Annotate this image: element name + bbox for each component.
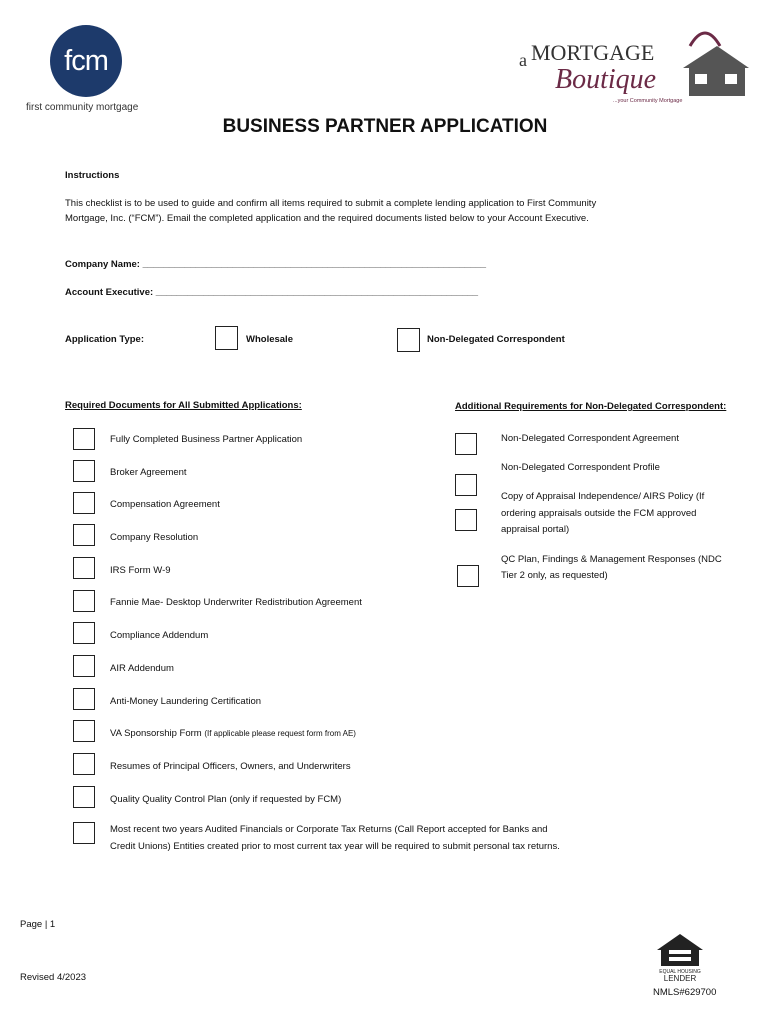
required-doc-checkbox[interactable] [73,492,95,514]
additional-req-label: Non-Delegated Correspondent Agreement [501,433,679,444]
nmls-number: NMLS#629700 [653,987,717,998]
required-doc-checkbox[interactable] [73,822,95,844]
required-doc-checkbox[interactable] [73,460,95,482]
required-doc-label: Fully Completed Business Partner Application [110,434,303,445]
revised-date: Revised 4/2023 [20,972,87,983]
non-delegated-correspondent-checkbox[interactable] [397,328,420,352]
additional-req-checkbox[interactable] [455,474,477,496]
required-doc-label: Broker Agreement [110,467,187,478]
fcm-logo [50,25,122,97]
required-doc-checkbox[interactable] [73,524,95,546]
required-doc-label: AIR Addendum [110,663,174,674]
additional-req-label: Copy of Appraisal Independence/ AIRS Policy (If [501,491,705,502]
required-doc-label: Quality Quality Control Plan (only if requested by FCM) [110,794,342,805]
partner-logo-mortgage: MORTGAGE [531,40,655,65]
additional-req-label: Non-Delegated Correspondent Profile [501,462,660,473]
mortgage-boutique-logo [515,18,750,110]
fcm-logo-text: fcm [64,44,108,77]
required-doc-label: Compliance Addendum [110,630,209,641]
eho-line-1: EQUAL HOUSING [659,969,701,975]
required-doc-label [110,725,356,742]
additional-reqs-heading: Additional Requirements for Non-Delegated Correspondent: [455,401,727,412]
required-doc-checkbox[interactable] [73,786,95,808]
additional-req-label: QC Plan, Findings & Management Responses (NDC [501,554,722,565]
required-doc-checkbox[interactable] [73,557,95,579]
additional-req-label-cont: appraisal portal) [501,524,570,535]
required-doc-label: IRS Form W-9 [110,565,171,576]
eho-line-2: LENDER [663,974,697,982]
page-title: BUSINESS PARTNER APPLICATION [222,116,548,137]
required-doc-checkbox[interactable] [73,753,95,775]
required-doc-checkbox[interactable] [73,590,95,612]
required-doc-label: Resumes of Principal Officers, Owners, and Underwriters [110,761,351,772]
application-type-label: Application Type: [65,334,144,345]
partner-logo-boutique: Boutique [555,64,657,95]
instructions-line-1: This checklist is to be used to guide and confirm all items required to submit a complete lending application to First Community [65,198,597,209]
required-doc-label: Compensation Agreement [110,499,220,510]
required-doc-label: Anti-Money Laundering Certification [110,696,262,707]
required-doc-label: Most recent two years Audited Financials or Corporate Tax Returns (Call Report accepted for Banks and [110,824,548,835]
required-doc-label: Company Resolution [110,532,199,543]
partner-logo-tagline: ...your Community Mortgage [613,98,683,104]
page-number: Page | 1 [20,919,56,930]
required-doc-label-cont: Credit Unions) Entities created prior to most current tax year will be required to submit personal tax returns. [110,841,560,852]
instructions-line-2: Mortgage, Inc. (“FCM”). Email the completed application and the required documents listed below to your Account Executive. [65,213,589,224]
additional-req-label-cont: Tier 2 only, as requested) [501,570,608,581]
instructions-heading: Instructions [65,170,120,181]
non-delegated-correspondent-label: Non-Delegated Correspondent [427,334,565,345]
additional-req-label-cont: ordering appraisals outside the FCM approved [501,508,697,519]
required-doc-checkbox[interactable] [73,655,95,677]
va-form-label: VA Sponsorship Form [110,728,202,739]
required-doc-checkbox[interactable] [73,622,95,644]
equal-housing-lender-icon [655,932,705,982]
additional-req-checkbox[interactable] [457,565,479,587]
required-docs-heading: Required Documents for All Submitted Applications: [65,400,302,411]
wholesale-checkbox[interactable] [215,326,238,350]
va-form-note: (If applicable please request form from AE) [204,729,356,738]
required-doc-checkbox[interactable] [73,720,95,742]
partner-logo-a: a [519,50,527,70]
account-executive-field[interactable]: Account Executive: _____________________________________________________________ [65,287,479,298]
fcm-tagline: first community mortgage [26,102,139,113]
required-doc-checkbox[interactable] [73,428,95,450]
required-doc-checkbox[interactable] [73,688,95,710]
additional-req-checkbox[interactable] [455,509,477,531]
required-doc-label: Fannie Mae- Desktop Underwriter Redistribution Agreement [110,597,362,608]
wholesale-label: Wholesale [246,334,293,345]
additional-req-checkbox[interactable] [455,433,477,455]
company-name-field[interactable]: Company Name: _________________________________________________________________ [65,259,487,270]
